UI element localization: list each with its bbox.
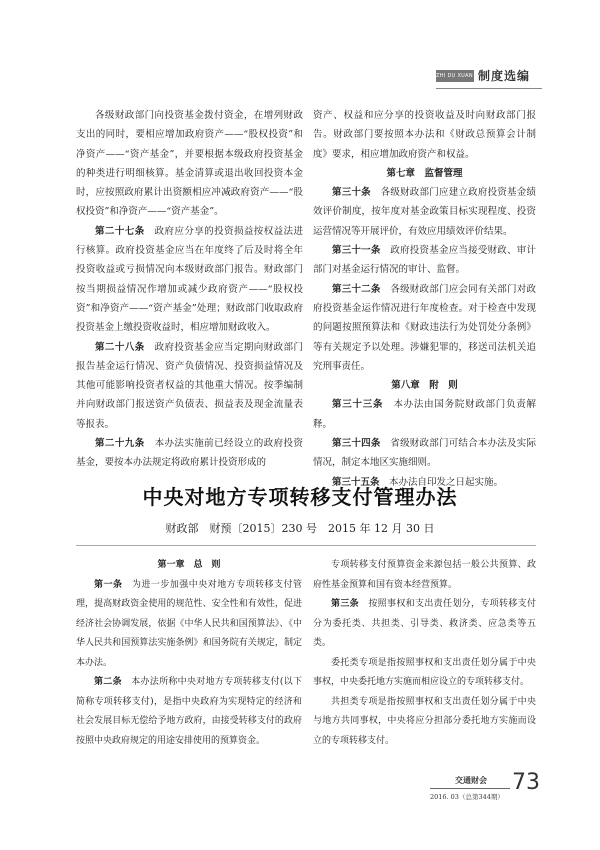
article-label: 第一条: [94, 579, 123, 590]
page-number: 73: [512, 770, 540, 795]
article-34: [313, 434, 536, 473]
article-label: 第三十一条: [332, 245, 381, 257]
article-label: 第二条: [94, 677, 122, 687]
article-text: 政府投资基金应当定期向财政部门报告基金运行情况、资产负债情况、投资损益情况及其他可能影响投资者权益的其他重大情况。按季编制并向财政部门报送资产负债表、损益表及现金流量表等报表。: [76, 341, 303, 430]
paragraph: 专项转移支付预算资金来源包括一般公共预算、政府性基金预算和国有资本经营预算。: [313, 560, 536, 590]
article-label: 第三十条: [332, 187, 371, 199]
article-text: 省级财政部门可结合本办法及实际情况，制定本地区实施细则。: [313, 438, 536, 469]
article-30: [313, 183, 536, 241]
article-label: 第二十九条: [95, 438, 145, 450]
article-text: 按照事权和支出责任划分，专项转移支付分为委托类、共担类、引导类、救济类、应急类等五类。: [313, 599, 536, 648]
header-rule: [436, 88, 542, 89]
article-29: [76, 434, 303, 473]
section-header: [436, 64, 600, 90]
section-band: ZHI DU XUAN BIAN: [436, 70, 474, 82]
paragraph: 资产、权益和应分享的投资收益及时向财政部门报告。财政部门要按照本办法和《财政总预算会计制度》要求，相应增加政府资产和权益。: [313, 110, 536, 160]
top-right-column: [313, 106, 536, 492]
bottom-right-column: [313, 556, 536, 751]
article-label: 第三十二条: [332, 283, 381, 295]
article-32: [313, 280, 536, 376]
article-27: [76, 222, 303, 338]
article-text: 政府投资基金应当接受财政、审计部门对基金运行情况的审计、监督。: [313, 245, 536, 276]
article-2: [76, 673, 302, 751]
paragraph: 共担类专项是指按照事权和支出责任划分属于中央与地方共同事权，中央将应分担部分委托地方实施而设立的专项转移支付。: [313, 696, 536, 746]
divider: [76, 545, 536, 546]
article-label: 第三条: [331, 599, 359, 609]
document-title: 中央对地方专项转移支付管理办法: [142, 485, 458, 509]
paragraph: 委托类专项是指按照事权和支出责任划分属于中央事权，中央委托地方实施而相应设立的专项转移支付。: [313, 657, 536, 687]
top-left-column: [76, 106, 303, 473]
article-text: 各级财政部门应会同有关部门对政府投资基金运作情况进行年度检查。对于检查中发现的问题按照预算法和《财政违法行为处罚处分条例》等有关规定予以处理。涉嫌犯罪的，移送司法机关追究刑事责任。: [313, 283, 536, 372]
article-label: 第三十三条: [332, 399, 384, 411]
article-text: 本办法自印发之日起实施。: [389, 476, 504, 488]
article-text: 各级财政部门应建立政府投资基金绩效评价制度，按年度对基金政策目标实现程度、投资运营情况等开展评价，有效应用绩效评价结果。: [313, 187, 536, 237]
article-33: [313, 395, 536, 434]
chapter-heading: 第七章 监督管理: [386, 167, 463, 179]
article-text: 本办法实施前已经设立的政府投资基金，要按本办法规定将政府累计投资形成的: [76, 438, 303, 469]
paragraph: 各级财政部门向投资基金拨付资金，在增列财政支出的同时，要相应增加政府资产——“股权投资”和净资产——“资产基金”，并要根据本级政府投资基金的种类进行明细核算。基金清算或退出收回投资本金时，应按照政府累计出资额相应冲减政府资产——“股权投资”和净资产——“资产基金”。: [76, 110, 303, 218]
article-label: 第二十七条: [95, 225, 145, 237]
footer-rule: [430, 788, 510, 789]
footer-magazine: 交通财会: [455, 776, 487, 785]
bottom-left-column: [76, 556, 302, 751]
article-text: 本办法由国务院财政部门负责解释。: [313, 399, 536, 430]
chapter-heading: 第一章 总 则: [157, 560, 221, 570]
footer-issue: 2016. 03（总第344期）: [430, 793, 504, 801]
article-1: [76, 576, 302, 674]
article-31: [313, 241, 536, 280]
article-label: 第三十四条: [332, 438, 381, 450]
section-title: 制度选编: [478, 69, 531, 83]
article-3: [313, 595, 536, 654]
chapter-heading: 第八章 附 则: [391, 380, 458, 392]
article-text: 政府应分享的投资损益按权益法进行核算。政府投资基金应当在年度终了后及时将全年投资收益或亏损情况向本级财政部门报告。财政部门按当期损益情况作增加或减少政府资产——“股权投资”和净资产——“资产基金”处理；财政部门收取政府投资基金上缴投资收益时，相应增加财政收入。: [76, 225, 303, 334]
article-text: 本办法所称中央对地方专项转移支付(以下简称专项转移支付)，是指中央政府为实现特定的经济和社会发展目标无偿给予地方政府，由接受转移支付的政府按照中央政府规定的用途安排使用的预算资金。: [76, 677, 302, 746]
article-label: 第三十五条: [332, 476, 380, 488]
article-label: 第二十八条: [95, 341, 145, 353]
article-28: [76, 338, 303, 434]
document-subtitle: 财政部 财预〔2015〕230 号 2015 年 12 月 30 日: [165, 522, 435, 535]
article-text: 为进一步加强中央对地方专项转移支付管理，提高财政资金使用的规范性、安全性和有效性，促进经济社会协调发展，依据《中华人民共和国预算法》、《中华人民共和国预算法实施条例》和国务院有关规定，制定本办法。: [76, 579, 302, 668]
